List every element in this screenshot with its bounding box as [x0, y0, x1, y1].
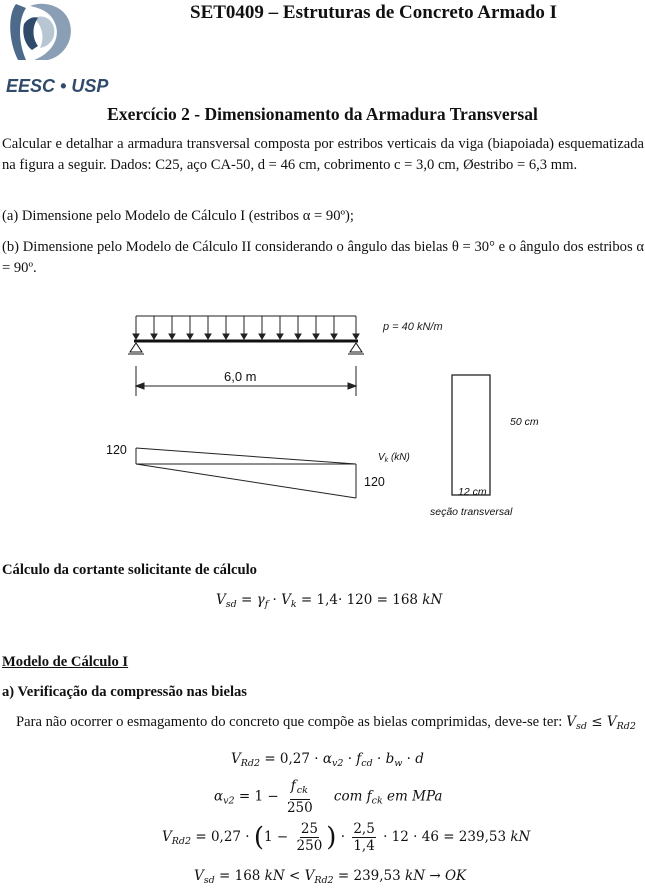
shear-left-value: 120	[106, 443, 127, 457]
exercise-statement: Calcular e detalhar a armadura transversal composta por estribos verticais da viga (biapoiada) esquematizada na figura a seguir. Dados: C25, aço CA-50, d = 46 cm, cobrimento c = 3,0 cm, Øestribo = 6,3 mm.	[2, 136, 644, 173]
shear-axis-label: $V_k$ (kN)	[378, 452, 410, 464]
logo-text: EESC • USP	[6, 76, 109, 96]
final-check: $V_{sd} = 168$ kN < $V_{Rd2} = 239,53$ kN → OK	[194, 868, 467, 886]
item-a: (a) Dimensione pelo Modelo de Cálculo I (estribos α = 90º);	[2, 208, 354, 224]
exercise-title: Exercício 2 - Dimensionamento da Armadura Transversal	[107, 104, 538, 124]
section-label: seção transversal	[430, 506, 513, 518]
item-b: (b) Dimensione pelo Modelo de Cálculo II considerando o ângulo das bielas θ = 30° e o ângulo dos estribos α = 90º.	[2, 239, 644, 276]
course-title: SET0409 – Estruturas de Concreto Armado I	[190, 2, 557, 23]
cortante-heading: Cálculo da cortante solicitante de cálculo	[2, 562, 257, 578]
vrd2-value-formula: $V_{Rd2} = 0,27 \cdot (1$ − $\frac{25}{250}$ ) · $\frac{2,5}{1,4}$ · 12 · 46 = 239,53 kN	[162, 821, 531, 854]
beam-figure	[100, 308, 540, 520]
distributed-load	[133, 316, 359, 339]
verif-heading: a) Verificação da compressão nas bielas	[2, 684, 247, 700]
eesc-usp-logo	[4, 0, 114, 100]
vrd2-formula: $V_{Rd2} = 0,27 \cdot \alpha_{v2} \cdot f_{cd} \cdot b_w \cdot d$	[231, 751, 424, 769]
span-label: 6,0 m	[224, 369, 257, 384]
verif-text: Para não ocorrer o esmagamento do concreto que compõe as bielas comprimidas, deve-se ter:	[16, 714, 563, 730]
load-label: p = 40 kN/m	[383, 321, 443, 333]
width-label: 12 cm	[458, 486, 487, 498]
height-label: 50 cm	[510, 416, 539, 428]
cross-section-rect	[452, 375, 490, 495]
alpha-v2-formula: $\alpha_{v2} = 1$ − $\frac{f_{ck}}{250}$ com $f_{ck}$ em MPa	[214, 778, 443, 816]
verif-line: Para não ocorrer o esmagamento do concreto que compõe as bielas comprimidas, deve-se ter: $V_{sd} \le V_{Rd2}$	[16, 714, 636, 732]
shear-right-value: 120	[364, 475, 385, 489]
shear-diagram	[136, 448, 356, 498]
modelo-heading: Modelo de Cálculo I	[2, 654, 129, 670]
right-support	[348, 343, 364, 354]
left-support	[128, 343, 144, 354]
vsd-equation: $V_{sd} = \gamma_f \cdot V_k = 1,4\cdot 120 = 168$ kN	[216, 592, 443, 610]
